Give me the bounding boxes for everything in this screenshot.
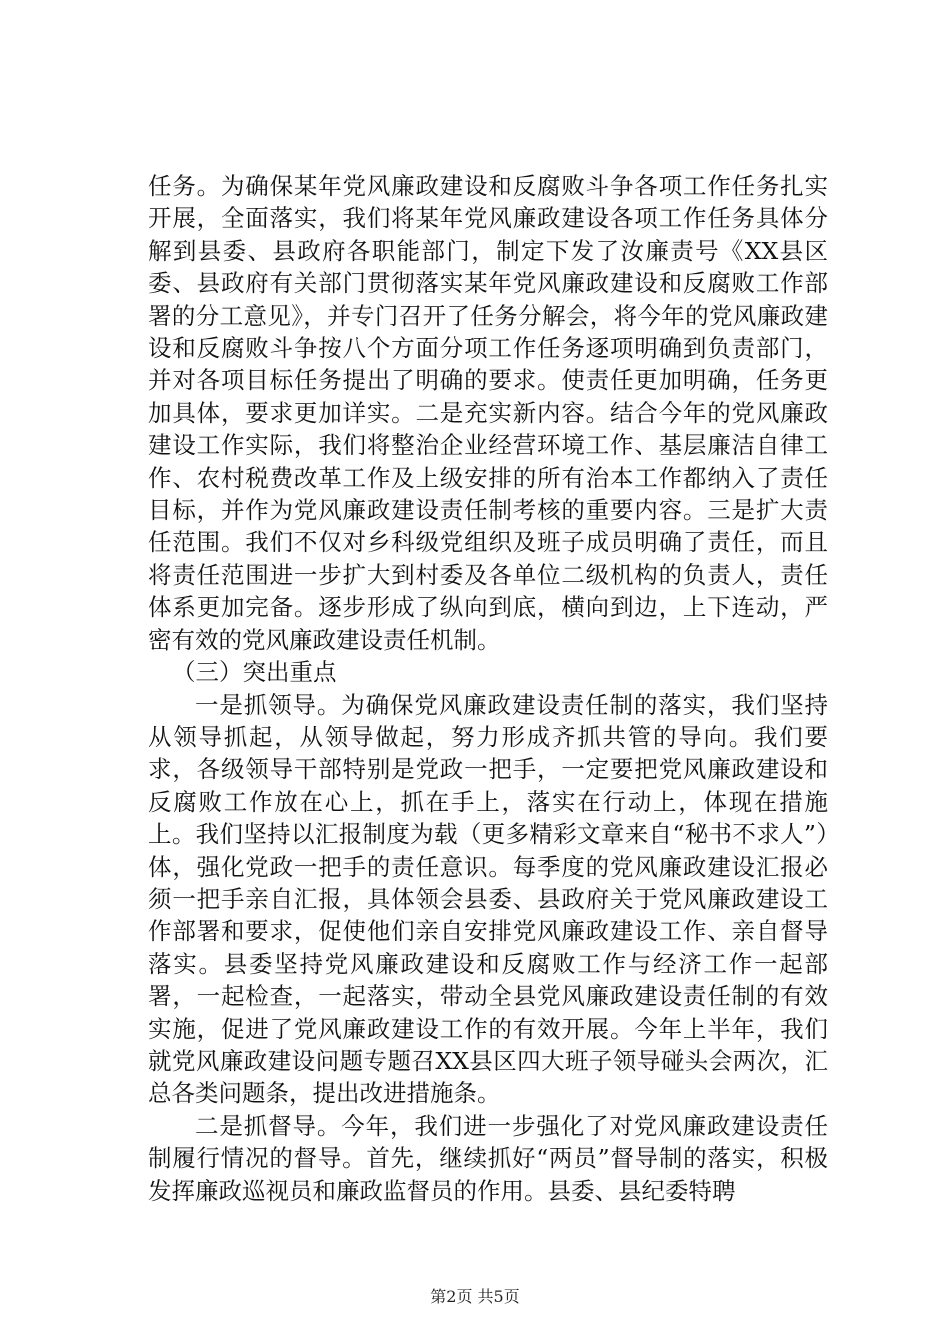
page-footer: 第2页 共5页	[430, 1287, 520, 1306]
paragraph-supervision: 二是抓督导。今年，我们进一步强化了对党风廉政建设责任制履行情况的督导。首先，继续抓好“两员”督导制的落实，积极发挥廉政巡视员和廉政监督员的作用。县委、县纪委特聘	[148, 1111, 828, 1205]
paragraph-continuation: 任务。为确保某年党风廉政建设和反腐败斗争各项工作任务扎实开展，全面落实，我们将某年党风廉政建设各项工作任务具体分解到县委、县政府各职能部门，制定下发了汝廉责号《XX县区委、县政府有关部门贯彻落实某年党风廉政建设和反腐败工作部署的分工意见》，并专门召开了任务分解会，将今年的党风廉政建设和反腐败斗争按八个方面分项工作任务逐项明确到负责部门，并对各项目标任务提出了明确的要求。使责任更加明确，任务更加具体，要求更加详实。二是充实新内容。结合今年的党风廉政建设工作实际，我们将整治企业经营环境工作、基层廉洁自律工作、农村税费改革工作及上级安排的所有治本工作都纳入了责任目标，并作为党风廉政建设责任制考核的重要内容。三是扩大责任范围。我们不仅对乡科级党组织及班子成员明确了责任，而且将责任范围进一步扩大到村委及各单位二级机构的负责人，责任体系更加完备。逐步形成了纵向到底，横向到边，上下连动，严密有效的党风廉政建设责任机制。	[148, 172, 828, 654]
paragraph-leadership: 一是抓领导。为确保党风廉政建设责任制的落实，我们坚持从领导抓起，从领导做起，努力形成齐抓共管的导向。我们要求，各级领导干部特别是党政一把手，一定要把党风廉政建设和反腐败工作放在心上，抓在手上，落实在行动上，体现在措施上。我们坚持以汇报制度为载（更多精彩文章来自“秘书不求人”）体，强化党政一把手的责任意识。每季度的党风廉政建设汇报必须一把手亲自汇报，具体领会县委、县政府关于党风廉政建设工作部署和要求，促使他们亲自安排党风廉政建设工作、亲自督导落实。县委坚持党风廉政建设和反腐败工作与经济工作一起部署，一起检查，一起落实，带动全县党风廉政建设责任制的有效实施，促进了党风廉政建设工作的有效开展。今年上半年，我们就党风廉政建设问题专题召XX县区四大班子领导碰头会两次，汇总各类问题条，提出改进措施条。	[148, 690, 828, 1108]
section-heading: （三）突出重点	[172, 658, 337, 687]
body-text	[148, 170, 828, 1207]
